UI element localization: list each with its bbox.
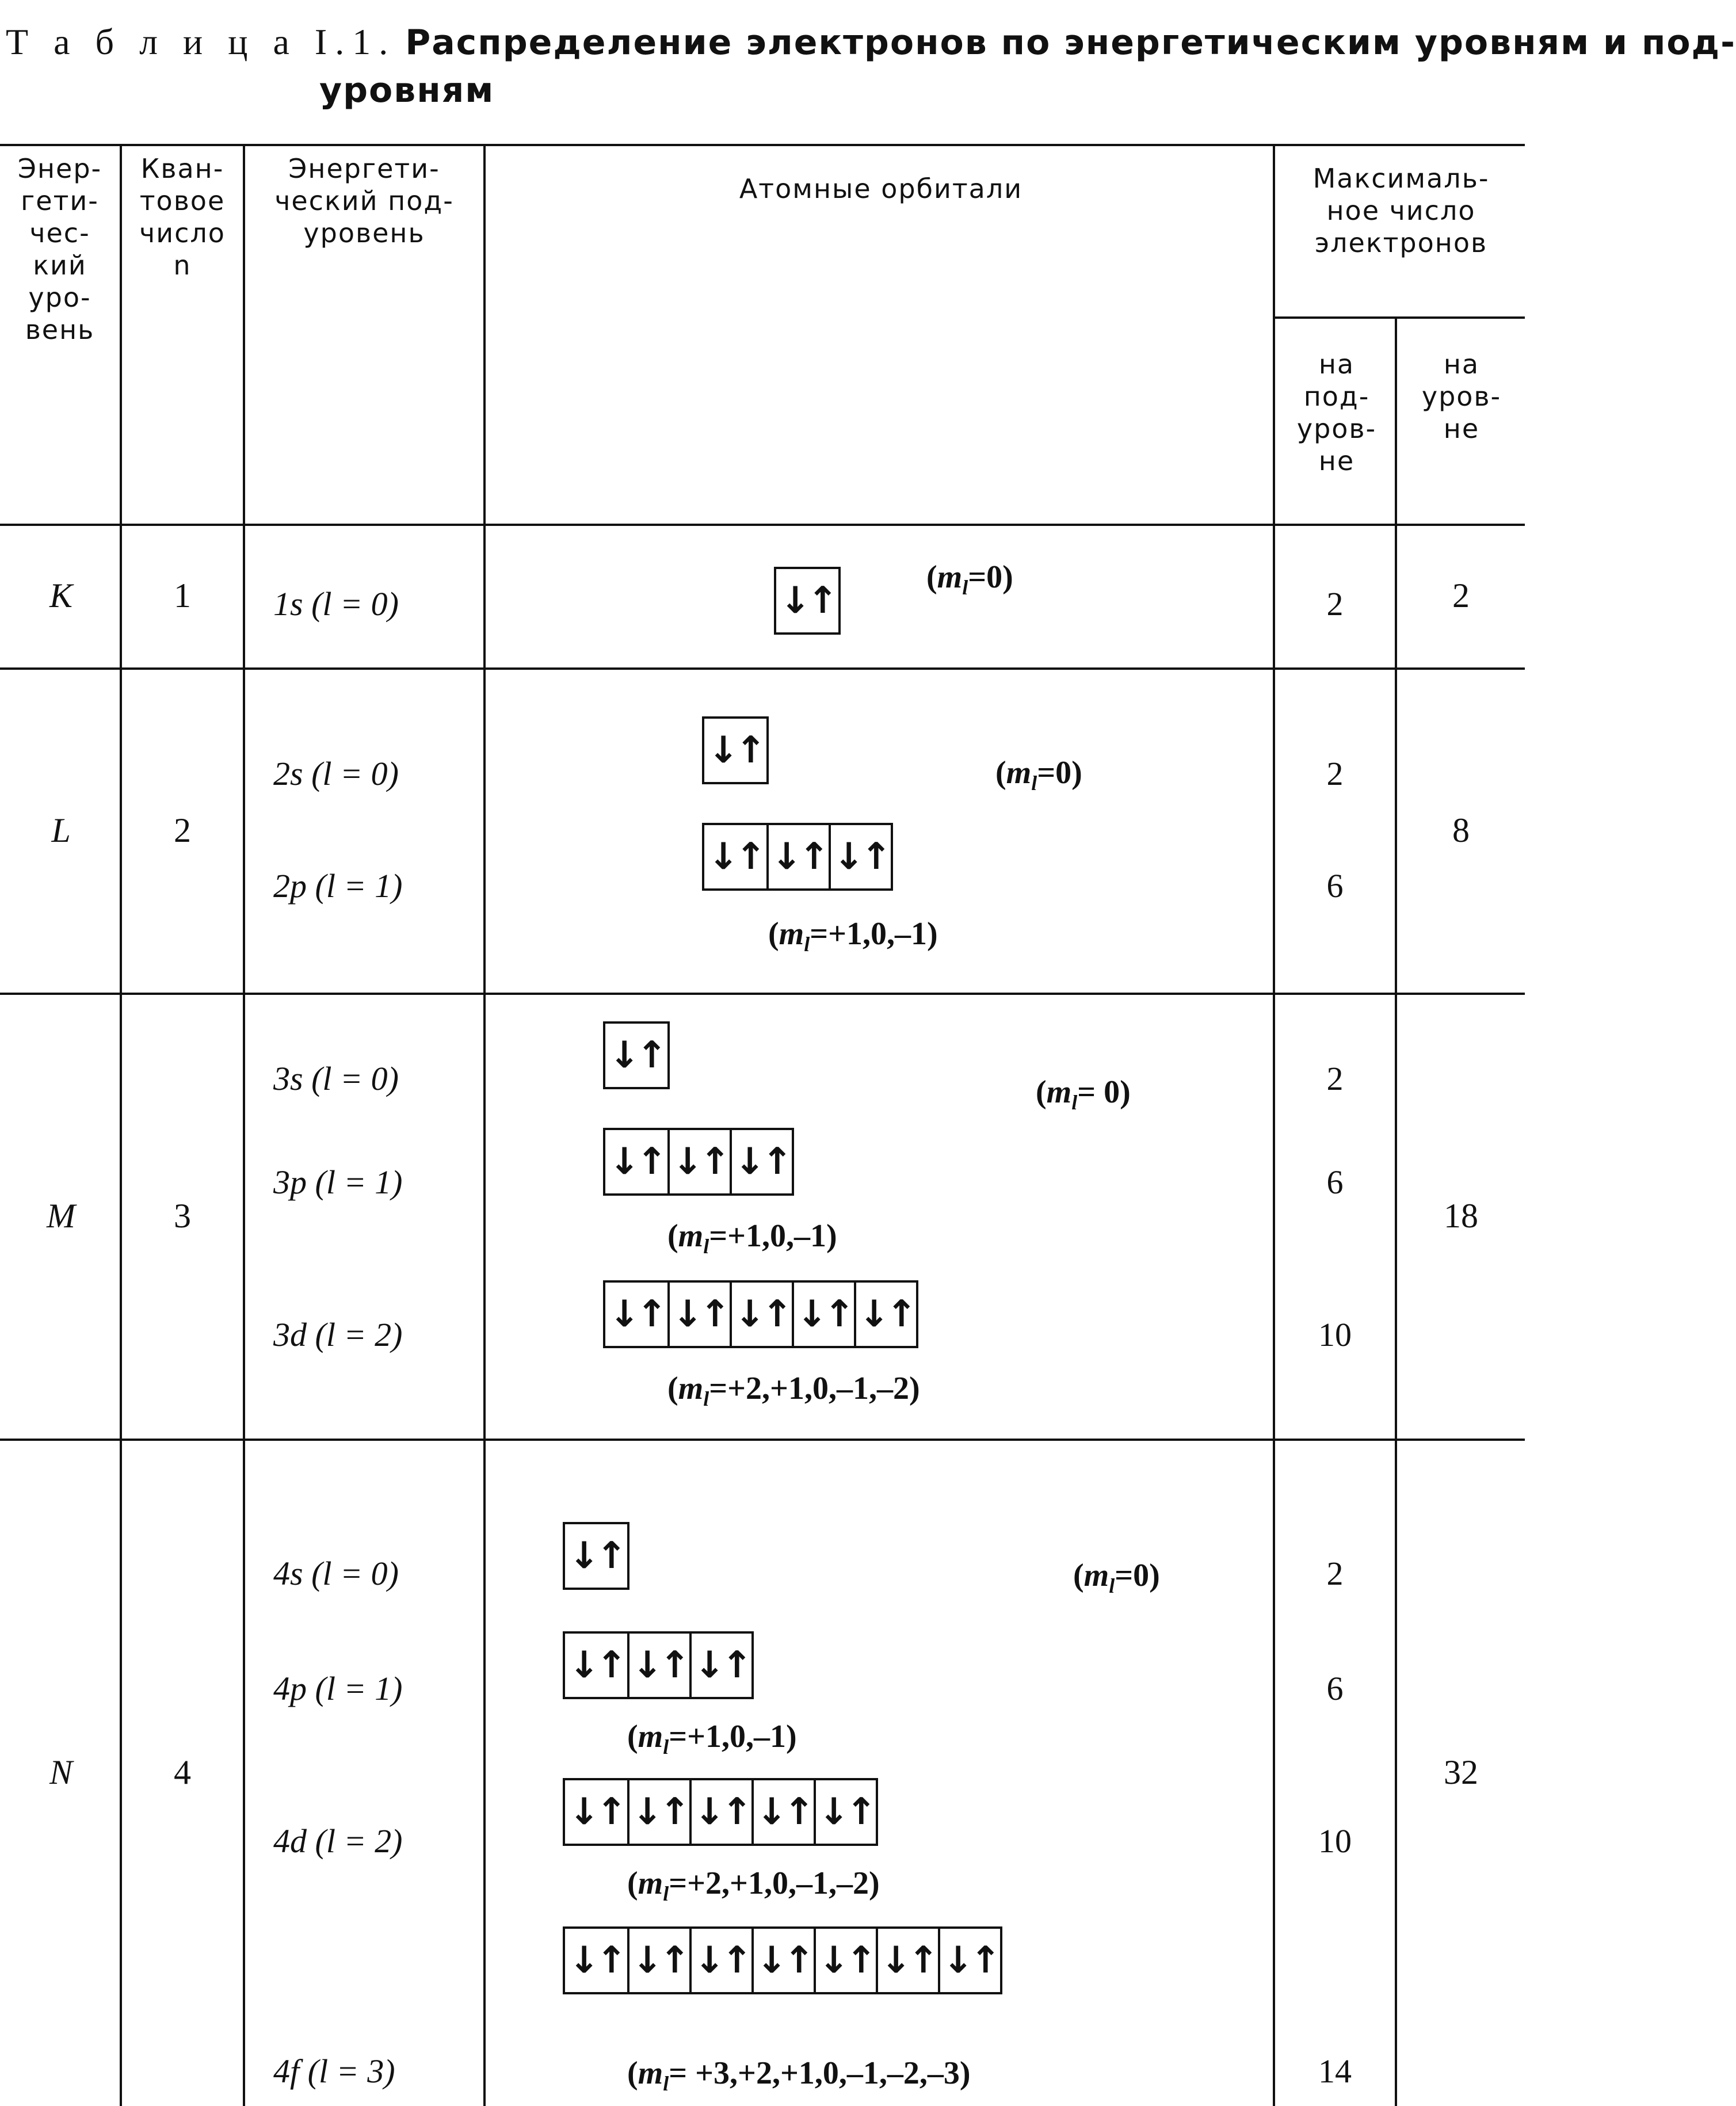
ml-symbol: m	[638, 2055, 663, 2091]
orbital-cell: ↓↑	[792, 1283, 854, 1346]
sublevel-max-electrons: 2	[1326, 585, 1344, 623]
orbital-cell: ↓↑	[627, 1929, 689, 1992]
header-on-sublevel: на под- уров- не	[1296, 349, 1377, 476]
orbital-cell: ↓↑	[854, 1283, 916, 1346]
orbital-diagram	[603, 1280, 918, 1348]
orbital-cell: ↓↑	[667, 1283, 730, 1346]
energy-level: N	[49, 1753, 73, 1791]
orbital-cell: ↓↑	[938, 1929, 1000, 1992]
orbital-cell: ↓↑	[569, 1939, 624, 1982]
sublevel-name: 4f	[273, 2052, 300, 2090]
orbital-cell: ↓↑	[876, 1929, 938, 1992]
orbital-quantum-l: (l = 1)	[307, 867, 403, 905]
ml-subscript: l	[663, 1735, 669, 1758]
orbital-quantum-l: (l = 0)	[303, 1555, 399, 1592]
sublevel-label	[273, 1821, 402, 1861]
magnetic-quantum-values: $(m_l=+1,0,-1)$	[768, 916, 938, 956]
energy-level: M	[47, 1196, 75, 1235]
ml-subscript: l	[663, 2072, 669, 2095]
magnetic-quantum-values: $(m_l=+2,+1,0,-1,-2)$	[627, 1865, 880, 1905]
orbital-cell: ↓↑	[751, 1929, 814, 1992]
quantum-number: 1	[174, 577, 191, 615]
ml-subscript: l	[663, 1882, 669, 1905]
orbital-cell: ↓↑	[609, 1140, 664, 1183]
sublevel-max-electrons: 6	[1326, 867, 1344, 905]
magnetic-quantum-values: $(m_l=0)$	[1073, 1558, 1160, 1597]
caption-title-line2: уровням	[319, 70, 495, 110]
orbital-cell: ↓↑	[814, 1780, 876, 1844]
orbital-cell: ↓↑	[829, 825, 891, 888]
orbital-quantum-l: (l = 1)	[307, 1670, 403, 1707]
orbital-quantum-l: (l = 0)	[303, 1060, 399, 1097]
ml-subscript: l	[1031, 772, 1037, 795]
magnetic-quantum-values: $(m_l=+2,+1,0,-1,-2)$	[667, 1371, 920, 1410]
orbital-cell: ↓↑	[780, 579, 835, 622]
sublevel-name: 2s	[273, 755, 303, 792]
row-rule	[0, 1439, 1525, 1441]
ml-symbol: m	[638, 1719, 663, 1754]
sublevel-name: 2p	[273, 867, 307, 905]
orbital-quantum-l: (l = 0)	[303, 585, 399, 623]
orbital-diagram	[702, 823, 893, 891]
orbital-cell: ↓↑	[689, 1780, 751, 1844]
orbital-diagram	[563, 1522, 629, 1590]
header-on-level: на уров- не	[1421, 349, 1502, 444]
ml-symbol: m	[678, 1218, 704, 1254]
energy-level: L	[51, 811, 71, 849]
caption-title-line1: Распределение электронов по энергетическим уровням и под-	[405, 22, 1736, 63]
magnetic-quantum-values: $(m_l=+1,0,-1)$	[627, 1719, 797, 1758]
orbital-quantum-l: (l = 2)	[307, 1822, 403, 1860]
magnetic-quantum-values: $(m_l= +3,+2,+1,0,-1,-2,-3)$	[627, 2055, 971, 2095]
col-rule	[1273, 144, 1275, 2106]
sublevel-name: 3s	[273, 1060, 303, 1097]
ml-symbol: m	[937, 559, 963, 595]
orbital-cell: ↓↑	[689, 1634, 751, 1697]
orbital-cell: ↓↑	[627, 1780, 689, 1844]
header-quantum: Кван- товое число n	[139, 153, 226, 281]
ml-symbol: m	[1046, 1074, 1072, 1110]
orbital-cell: ↓↑	[814, 1929, 876, 1992]
sublevel-label	[273, 584, 399, 624]
ml-subscript: l	[703, 1235, 709, 1258]
header-level: Энер- гети- чес- кий уро- вень	[17, 153, 102, 345]
sublevel-max-electrons: 10	[1318, 1822, 1352, 1860]
header-sublevel: Энергети- ческий под- уровень	[274, 153, 454, 249]
sublevel-label	[273, 2051, 395, 2092]
magnetic-quantum-values: $(m_l= 0)$	[1036, 1074, 1131, 1114]
sublevel-name: 4p	[273, 1670, 307, 1707]
ml-symbol: m	[1083, 1558, 1109, 1593]
orbital-cell: ↓↑	[569, 1535, 624, 1577]
orbital-cell: ↓↑	[708, 729, 763, 772]
orbital-cell: ↓↑	[730, 1130, 792, 1193]
sublevel-label	[273, 1554, 399, 1594]
sublevel-name: 4s	[273, 1555, 303, 1592]
orbital-diagram	[603, 1128, 794, 1196]
row-rule	[0, 524, 1525, 526]
orbital-cell: ↓↑	[609, 1034, 664, 1077]
header-orbitals: Атомные орбитали	[739, 173, 1023, 204]
sublevel-label	[273, 1059, 399, 1099]
level-max-electrons: 2	[1452, 577, 1470, 615]
orbital-quantum-l: (l = 0)	[303, 755, 399, 792]
sublevel-max-electrons: 2	[1326, 1060, 1344, 1097]
sublevel-max-electrons: 2	[1326, 1555, 1344, 1592]
caption-prefix: Т а б л и ц а I.1.	[6, 21, 396, 62]
row-rule	[0, 993, 1525, 995]
table-caption	[6, 17, 1736, 67]
sublevel-max-electrons: 2	[1326, 755, 1344, 792]
row-rule	[0, 667, 1525, 670]
orbital-diagram	[563, 1631, 754, 1699]
energy-level: K	[49, 577, 73, 615]
ml-subscript: l	[1071, 1091, 1078, 1114]
ml-subscript: l	[1109, 1574, 1115, 1597]
col-rule	[120, 144, 122, 2106]
orbital-quantum-l: (l = 2)	[307, 1316, 403, 1353]
orbital-diagram	[563, 1778, 878, 1846]
sublevel-name: 3d	[273, 1316, 307, 1353]
sublevel-max-electrons: 6	[1326, 1670, 1344, 1707]
sublevel-label	[273, 1315, 402, 1355]
orbital-diagram	[774, 567, 841, 635]
orbital-cell: ↓↑	[751, 1780, 814, 1844]
level-max-electrons: 18	[1444, 1196, 1478, 1235]
orbital-cell: ↓↑	[627, 1634, 689, 1697]
sublevel-max-electrons: 10	[1318, 1316, 1352, 1353]
ml-symbol: m	[1006, 755, 1032, 791]
col-rule	[243, 144, 245, 2106]
orbital-diagram	[563, 1926, 1002, 1994]
ml-subscript: l	[703, 1387, 709, 1410]
sublevel-label	[273, 1669, 402, 1709]
sublevel-label	[273, 866, 402, 906]
quantum-number: 4	[174, 1753, 191, 1791]
ml-subscript: l	[804, 933, 810, 956]
orbital-quantum-l: (l = 3)	[299, 2052, 395, 2090]
quantum-number: 2	[174, 811, 191, 849]
orbital-cell: ↓↑	[689, 1929, 751, 1992]
ml-symbol: m	[678, 1371, 704, 1406]
orbital-cell: ↓↑	[730, 1283, 792, 1346]
magnetic-quantum-values: $(m_l=0)$	[926, 559, 1013, 599]
orbital-cell: ↓↑	[569, 1791, 624, 1833]
sublevel-name: 3p	[273, 1163, 307, 1201]
orbital-cell: ↓↑	[609, 1293, 664, 1336]
level-max-electrons: 8	[1452, 811, 1470, 849]
orbital-cell: ↓↑	[569, 1644, 624, 1687]
quantum-number: 3	[174, 1196, 191, 1235]
orbital-diagram	[603, 1021, 670, 1089]
ml-symbol: m	[638, 1865, 663, 1901]
sublevel-max-electrons: 6	[1326, 1163, 1344, 1201]
sublevel-max-electrons: 14	[1318, 2052, 1352, 2090]
orbital-cell: ↓↑	[766, 825, 829, 888]
orbital-quantum-l: (l = 1)	[307, 1163, 403, 1201]
header-max: Максималь- ное число электронов	[1313, 163, 1490, 258]
orbital-cell: ↓↑	[708, 835, 763, 878]
orbital-cell: ↓↑	[667, 1130, 730, 1193]
ml-symbol: m	[779, 916, 804, 952]
col-rule	[483, 144, 486, 2106]
magnetic-quantum-values: $(m_l=+1,0,-1)$	[667, 1218, 837, 1258]
top-rule	[0, 144, 1525, 146]
ml-subscript: l	[962, 576, 968, 599]
orbital-diagram	[702, 716, 769, 784]
sublevel-label	[273, 1162, 402, 1203]
max-split-rule	[1273, 316, 1525, 319]
level-max-electrons: 32	[1444, 1753, 1478, 1791]
sublevel-label	[273, 754, 399, 794]
magnetic-quantum-values: $(m_l=0)$	[995, 755, 1082, 795]
sublevel-name: 4d	[273, 1822, 307, 1860]
sublevel-name: 1s	[273, 585, 303, 623]
